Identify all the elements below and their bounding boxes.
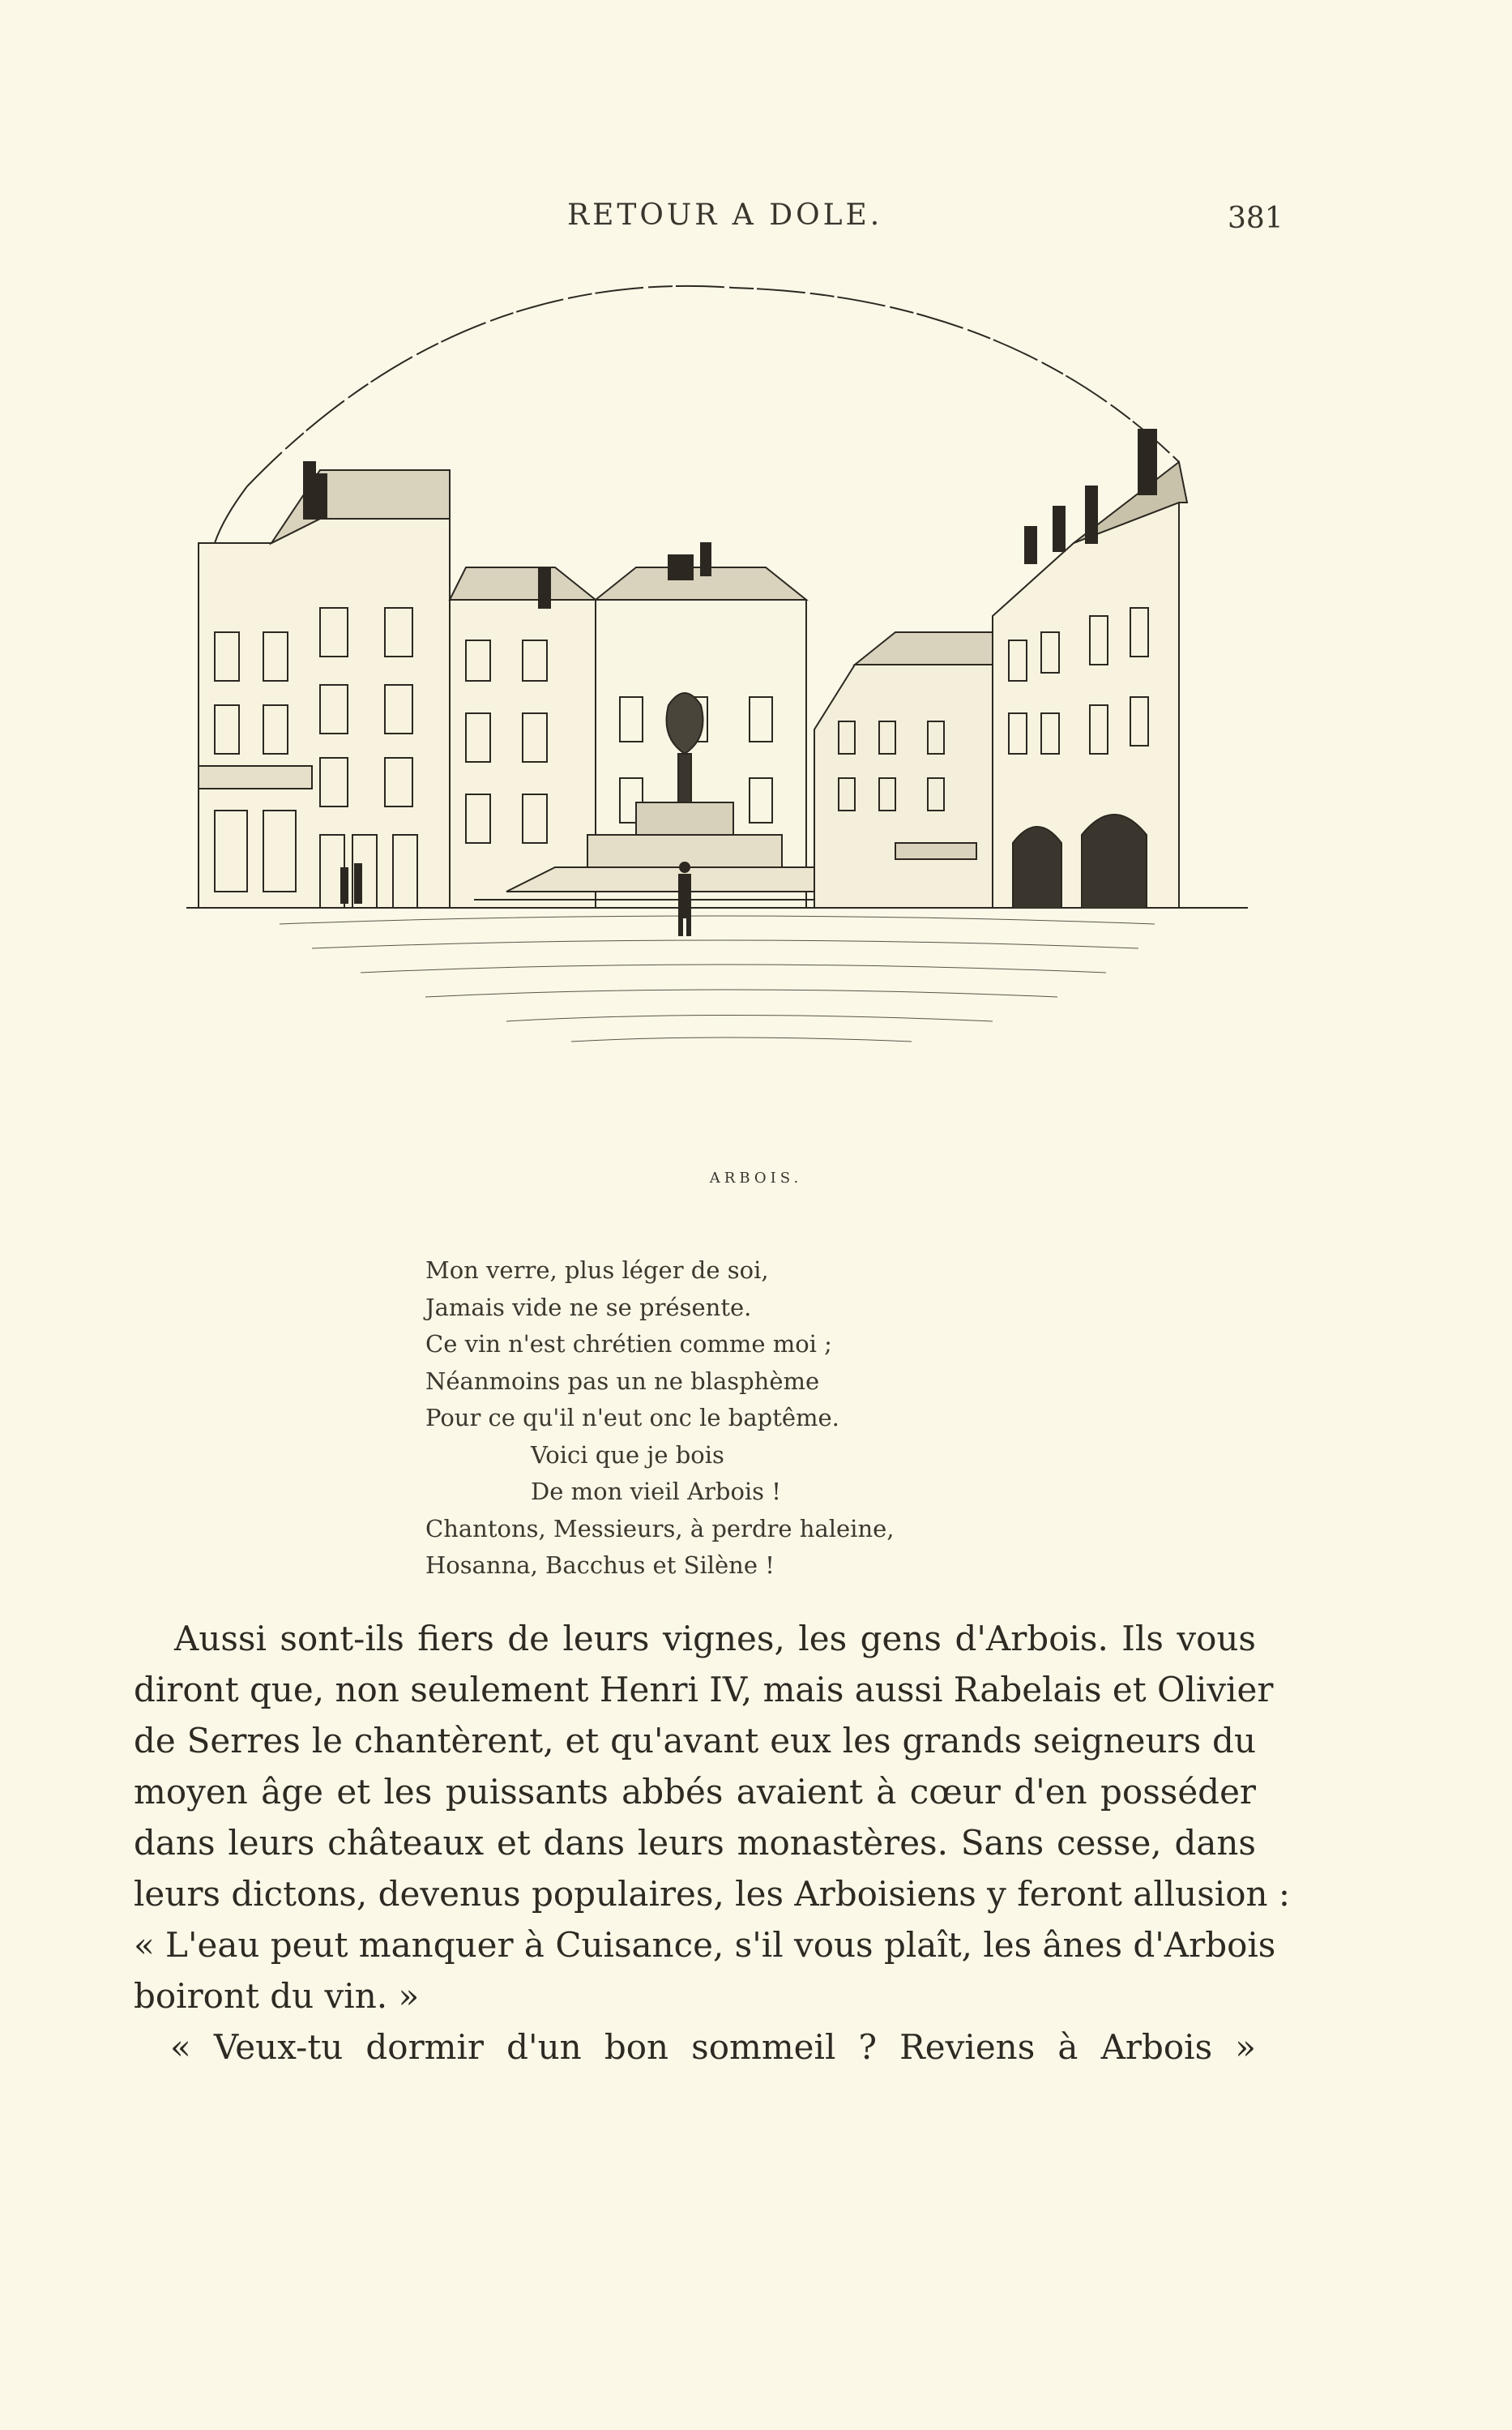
running-title: RETOUR A DOLE. <box>567 199 883 232</box>
poem-line: Jamais vide ne se présente. <box>425 1293 752 1321</box>
prose-line: diront que, non seulement Henri IV, mais aussi Rabelais et Olivier <box>134 1670 1274 1709</box>
poem-line: Voici que je bois <box>531 1440 724 1469</box>
poem-line: Néanmoins pas un ne blasphème <box>425 1367 820 1395</box>
left-buildings <box>199 462 450 908</box>
prose-line: boiront du vin. » <box>134 1976 420 2016</box>
vignette-arc-left <box>215 486 247 543</box>
running-head <box>0 199 1512 239</box>
prose-line: de Serres le chantèrent, et qu'avant eux les grands seigneurs du <box>134 1721 1256 1760</box>
page-number: 381 <box>1228 202 1283 235</box>
illustration-caption: ARBOIS. <box>709 1170 803 1187</box>
poem-line: Mon verre, plus léger de soi, <box>425 1256 769 1284</box>
poem-line: De mon vieil Arbois ! <box>531 1478 781 1505</box>
prose-line: leurs dictons, devenus populaires, les Arboisiens y feront allusion : <box>134 1874 1291 1914</box>
prose-line: « L'eau peut manquer à Cuisance, s'il vous plaît, les ânes d'Arbois <box>134 1925 1276 1965</box>
poem-line: Pour ce qu'il n'eut onc le baptême. <box>425 1404 839 1431</box>
poem-stanza <box>425 1252 895 1585</box>
cobblestones <box>280 916 1155 1042</box>
prose-line: Aussi sont-ils fiers de leurs vignes, les gens d'Arbois. Ils vous <box>174 1619 1256 1658</box>
poem-line: Hosanna, Bacchus et Silène ! <box>425 1551 775 1579</box>
prose-line: « Veux-tu dormir d'un bon sommeil ? Reviens à Arbois » <box>170 2027 1256 2067</box>
poem-line: Chantons, Messieurs, à perdre haleine, <box>425 1514 895 1542</box>
prose-line: moyen âge et les puissants abbés avaient à cœur d'en posséder <box>134 1772 1256 1812</box>
vignette-arc <box>247 286 1179 486</box>
prose-line: dans leurs châteaux et dans leurs monastères. Sans cesse, dans <box>134 1823 1256 1863</box>
poem-line: Ce vin n'est chrétien comme moi ; <box>425 1330 832 1358</box>
right-buildings <box>814 430 1187 908</box>
engraving-arbois-square <box>182 276 1252 1086</box>
center-left-buildings <box>450 567 596 908</box>
prose-paragraph <box>134 1613 1291 2073</box>
